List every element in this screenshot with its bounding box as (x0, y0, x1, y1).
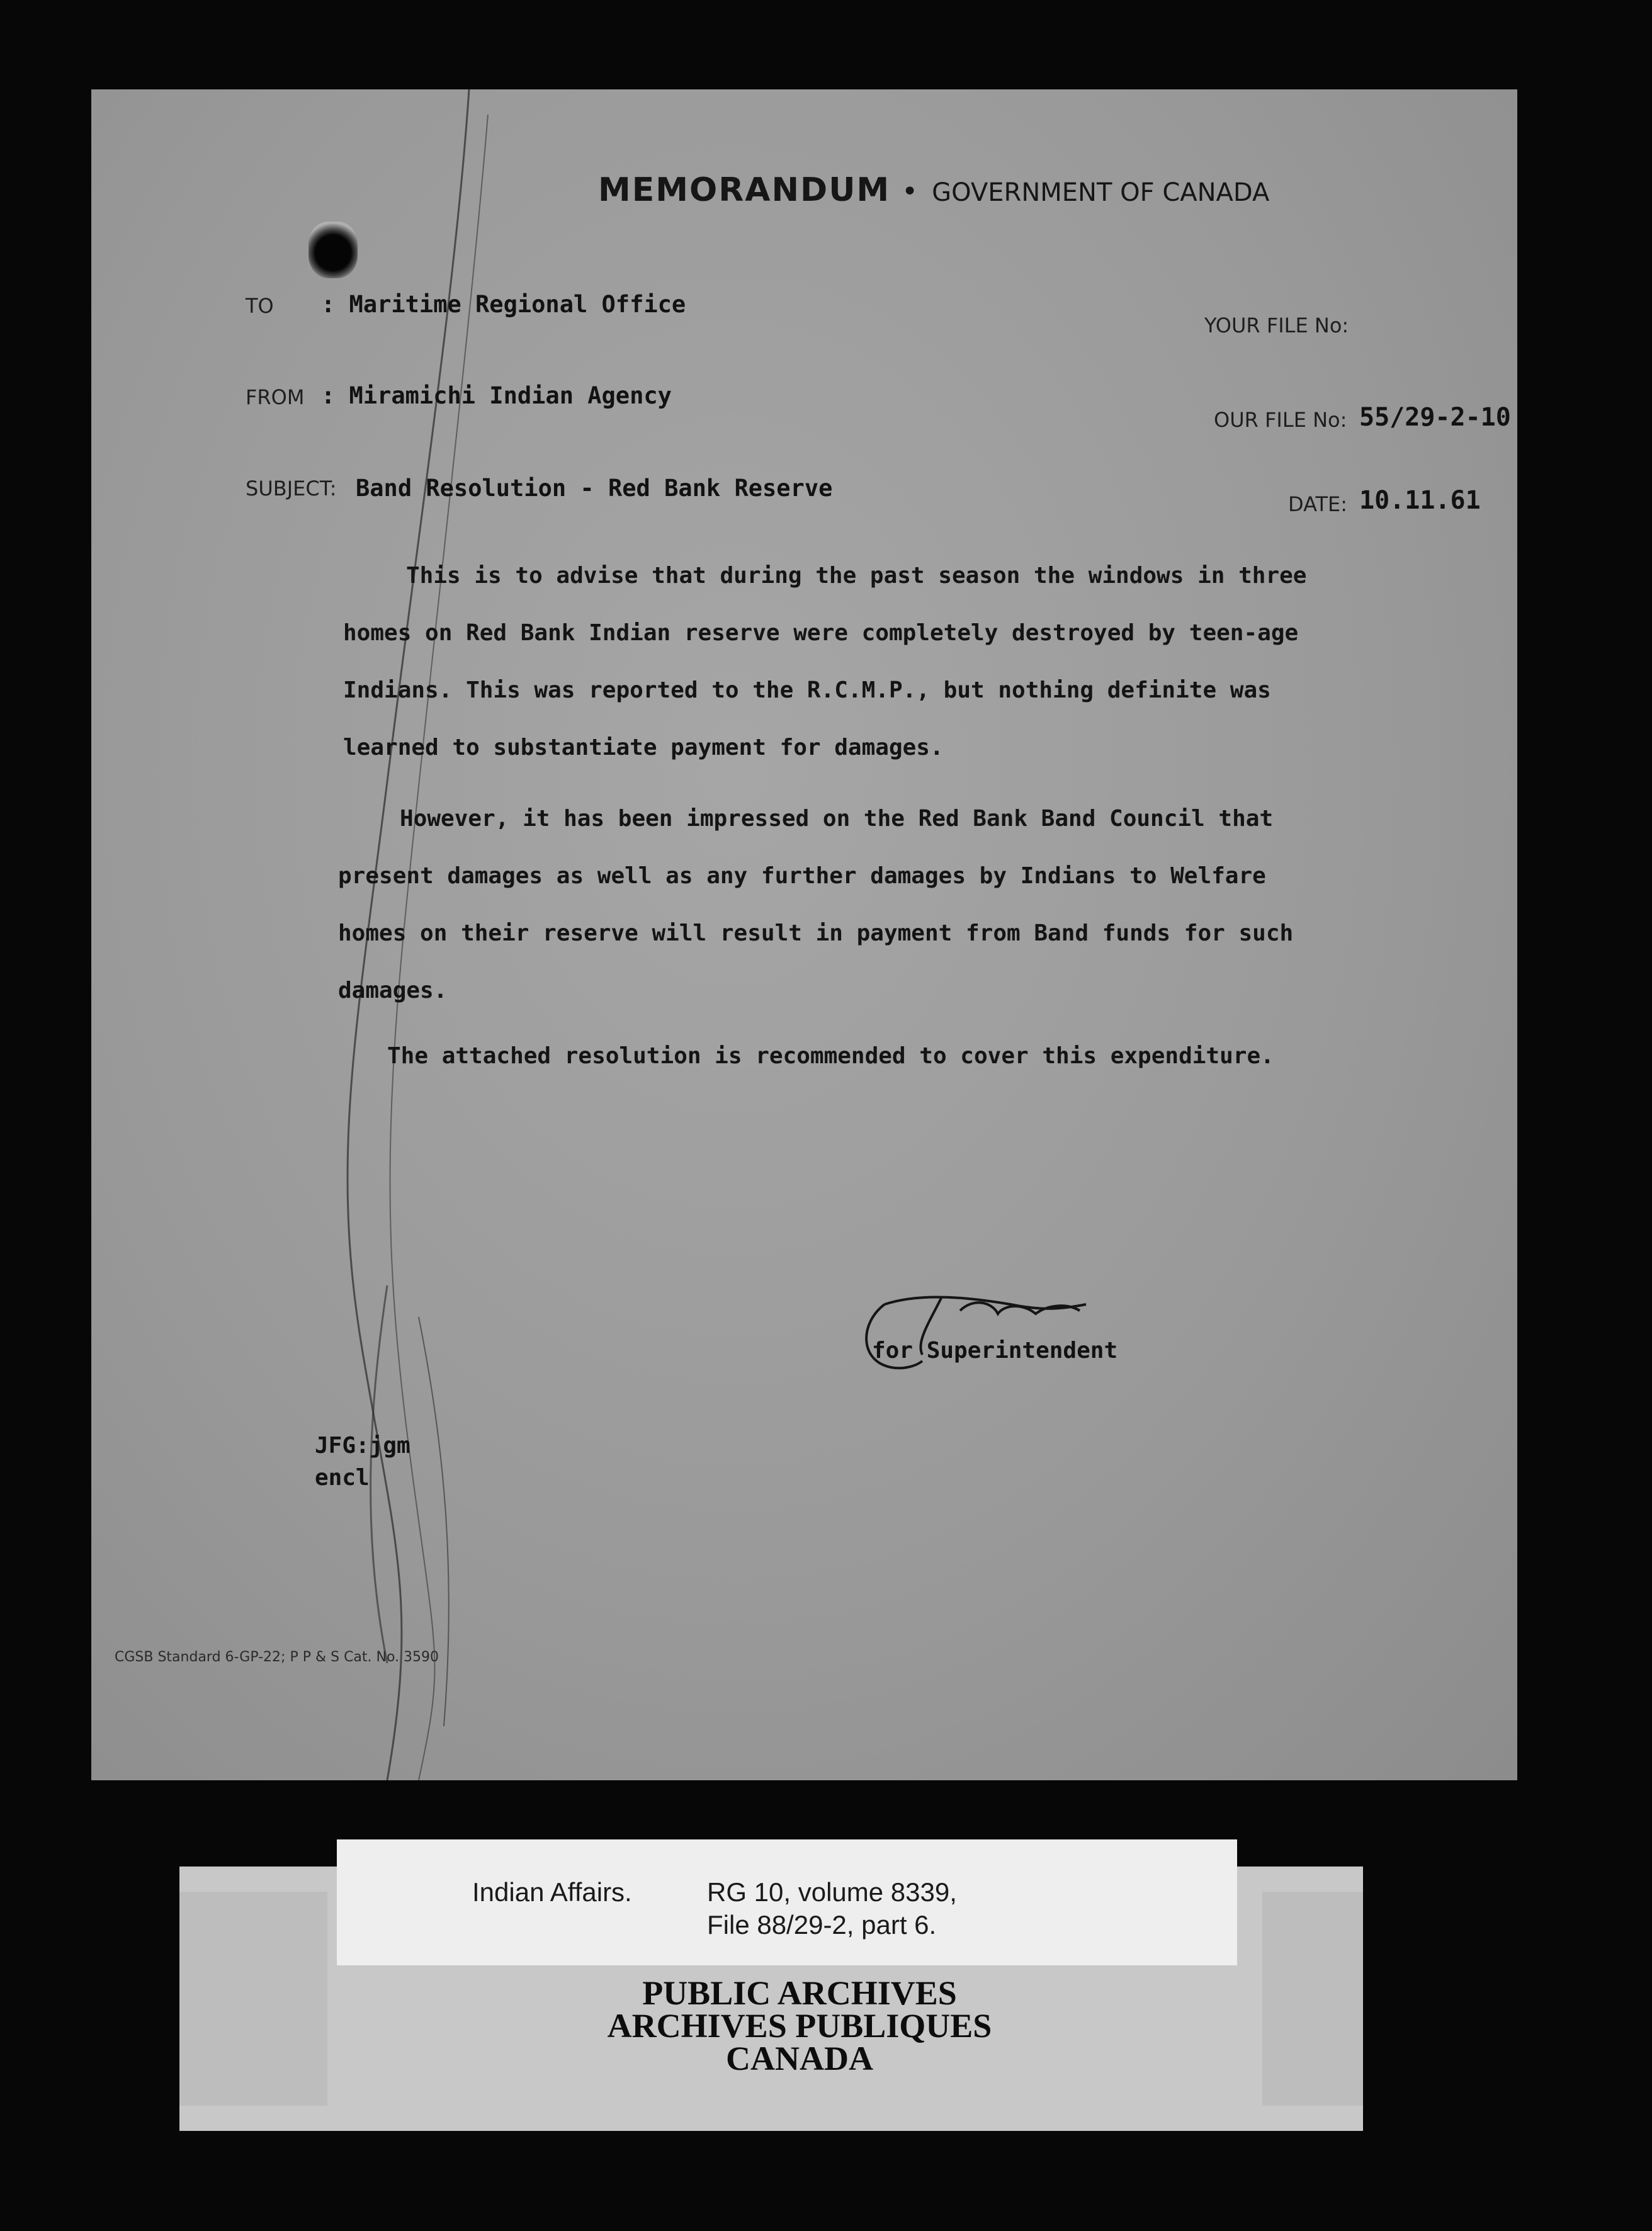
memo-separator: • (902, 176, 919, 208)
body-line: The attached resolution is recommended to cover this expenditure. (387, 1043, 1274, 1069)
our-file-value: 55/29-2-10 (1359, 403, 1511, 432)
your-file-label: YOUR FILE No: (1204, 313, 1349, 337)
archive-ref-line1: RG 10, volume 8339, (707, 1877, 957, 1907)
stamp-line1: PUBLIC ARCHIVES (642, 1974, 957, 2012)
stamp-line3: CANADA (726, 2040, 873, 2077)
signature-caption: for Superintendent (872, 1338, 1118, 1364)
initials: JFG:jgm (315, 1433, 410, 1459)
date-label: DATE: (1288, 492, 1348, 516)
body-line: present damages as well as any further damages by Indians to Welfare (338, 863, 1266, 889)
subject-value: Band Resolution - Red Bank Reserve (356, 475, 833, 502)
subject-label: SUBJECT: (246, 477, 337, 500)
to-label: TO (246, 294, 274, 318)
body-line: homes on their reserve will result in payment from Band funds for such (338, 920, 1294, 946)
body-line: Indians. This was reported to the R.C.M.P., but nothing definite was (343, 677, 1271, 703)
date-value: 10.11.61 (1359, 486, 1481, 515)
enclosure-note: encl (315, 1465, 370, 1491)
our-file-label: OUR FILE No: (1214, 408, 1347, 432)
body-line: However, it has been impressed on the Red Bank Band Council that (400, 806, 1274, 832)
body-line: homes on Red Bank Indian reserve were completely destroyed by teen-age (343, 620, 1299, 646)
body-line: This is to advise that during the past season the windows in three (406, 563, 1307, 589)
to-value: : Maritime Regional Office (321, 291, 686, 318)
memo-org: GOVERNMENT OF CANADA (932, 178, 1270, 207)
archive-collection: Indian Affairs. (472, 1877, 632, 1907)
card-tab-right (1262, 1892, 1363, 2106)
archive-stamp (453, 1974, 1146, 2077)
body-line: damages. (338, 978, 448, 1003)
form-footer: CGSB Standard 6-GP-22; P P & S Cat. No. 3590 (115, 1649, 439, 1665)
stamp-line2: ARCHIVES PUBLIQUES (607, 2007, 992, 2045)
memo-paper (91, 89, 1517, 1780)
archive-ref-line2: File 88/29-2, part 6. (707, 1910, 937, 1940)
punch-hole (308, 222, 358, 278)
body-line: learned to substantiate payment for damages. (343, 735, 944, 760)
from-label: FROM (246, 385, 305, 409)
from-value: : Miramichi Indian Agency (321, 382, 672, 409)
card-tab-left (179, 1892, 327, 2106)
archive-slip (337, 1839, 1237, 1965)
memo-title: MEMORANDUM (598, 171, 891, 209)
memo-heading (598, 171, 1322, 209)
